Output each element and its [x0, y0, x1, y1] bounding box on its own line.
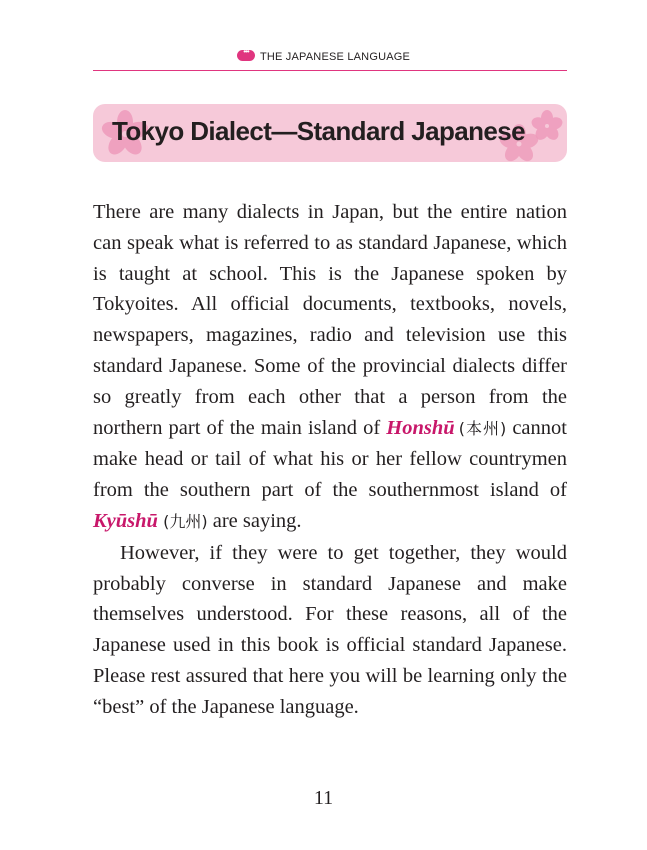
body-text	[93, 197, 567, 723]
kanji-honshu: (本州)	[458, 418, 507, 438]
running-head-label: THE JAPANESE LANGUAGE	[259, 51, 411, 63]
term-kyushu: Kyūshū	[93, 509, 158, 532]
header-divider	[93, 70, 567, 71]
paragraph: However, if they were to get together, they would probably converse in standard Japanese and make themselves understood. For these reasons, all of the Japanese used in this book is official standard Japanese. Please rest assured that here you will be learning only the “best” of the Japanese language.	[93, 541, 567, 718]
speech-bubble-icon	[237, 50, 255, 61]
cherry-blossom-icon	[529, 108, 565, 144]
page-number: 11	[313, 787, 334, 809]
paragraph-text: cannot make head or tail of what his or her fellow countrymen from the southern part of the southernmost island of	[93, 416, 567, 502]
paragraph	[93, 197, 567, 538]
running-head	[0, 50, 647, 63]
term-honshu: Honshū	[386, 416, 455, 439]
kanji-kyushu: (九州)	[163, 511, 208, 531]
paragraph-text: are saying.	[207, 509, 302, 532]
title-banner	[93, 104, 567, 162]
paragraph-text: There are many dialects in Japan, but the entire nation can speak what is referred to as standard Japanese, which is taught at school. This is the Japanese spoken by Tokyoites. All official documents, textbooks, novels, newspapers, magazines, radio and television use this standard Japanese. Some of the provincial dialects differ so greatly from each other that a person from the northern part of the main island of	[93, 201, 567, 439]
page-title: Tokyo Dialect—Standard Japanese	[112, 116, 525, 146]
